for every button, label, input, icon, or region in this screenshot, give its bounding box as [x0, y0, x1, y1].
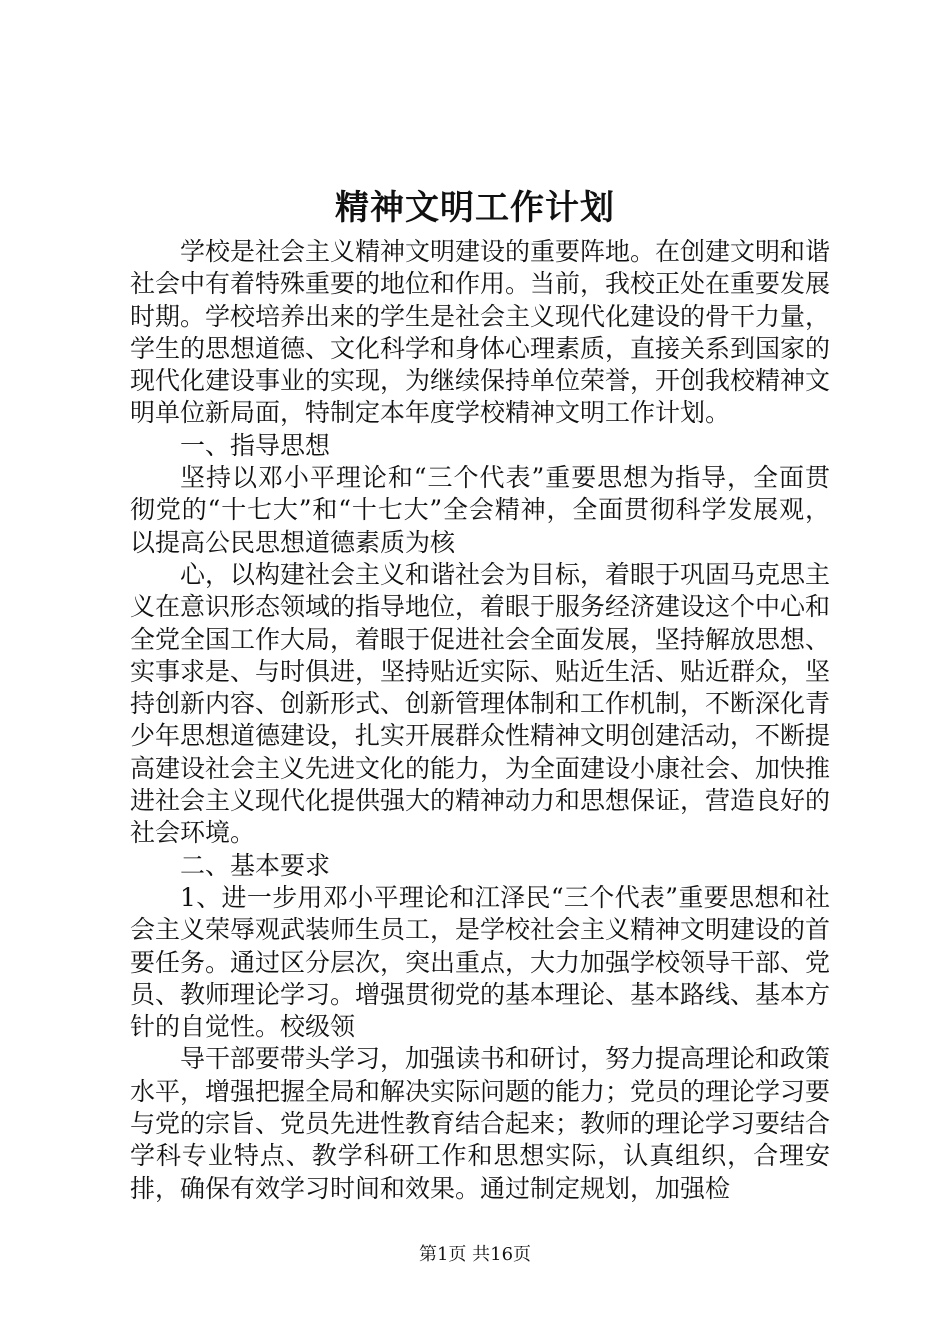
- paragraph-requirement-1-part-1: 1、进一步用邓小平理论和江泽民“三个代表”重要思想和社会主义荣辱观武装师生员工，是学校社会主义精神文明建设的首要任务。通过区分层次，突出重点，大力加强学校领导干部、党员、教师理论学习。增强贯彻党的基本理论、基本路线、基本方针的自觉性。校级领: [130, 882, 831, 1042]
- paragraph-guiding-ideology-part-1: 坚持以邓小平理论和“三个代表”重要思想为指导，全面贯彻党的“十七大”和“十七大”全会精神，全面贯彻科学发展观，以提高公民思想道德素质为核: [130, 463, 830, 557]
- document-title: 精神文明工作计划: [335, 188, 615, 228]
- section-heading-guiding-ideology: 一、指导思想: [180, 430, 331, 460]
- paragraph-requirement-1-part-2: 导干部要带头学习，加强读书和研讨，努力提高理论和政策水平，增强把握全局和解决实际问题的能力；党员的理论学习要与党的宗旨、党员先进性教育结合起来；教师的理论学习要结合学科专业特点、教学科研工作和思想实际，认真组织，合理安排，确保有效学习时间和效果。通过制定规划，加强检: [130, 1044, 831, 1203]
- page-number-footer: 第1页 共16页: [418, 1244, 532, 1265]
- paragraph-guiding-ideology-part-2: 心，以构建社会主义和谐社会为目标，着眼于巩固马克思主义在意识形态领域的指导地位，着眼于服务经济建设这个中心和全党全国工作大局，着眼于促进社会全面发展，坚持解放思想、实事求是、与时俱进，坚持贴近实际、贴近生活、贴近群众，坚持创新内容、创新形式、创新管理体制和工作机制，不断深化青少年思想道德建设，扎实开展群众性精神文明创建活动，不断提高建设社会主义先进文化的能力，为全面建设小康社会、加快推进社会主义现代化提供强大的精神动力和思想保证，营造良好的社会环境。: [130, 559, 831, 848]
- section-heading-basic-requirements: 二、基本要求: [180, 850, 331, 880]
- document-body: [130, 236, 830, 1205]
- paragraph-intro: 学校是社会主义精神文明建设的重要阵地。在创建文明和谐社会中有着特殊重要的地位和作用。当前，我校正处在重要发展时期。学校培养出来的学生是社会主义现代化建设的骨干力量，学生的思想道德、文化科学和身体心理素质，直接关系到国家的现代化建设事业的实现，为继续保持单位荣誉，开创我校精神文明单位新局面，特制定本年度学校精神文明工作计划。: [130, 237, 831, 428]
